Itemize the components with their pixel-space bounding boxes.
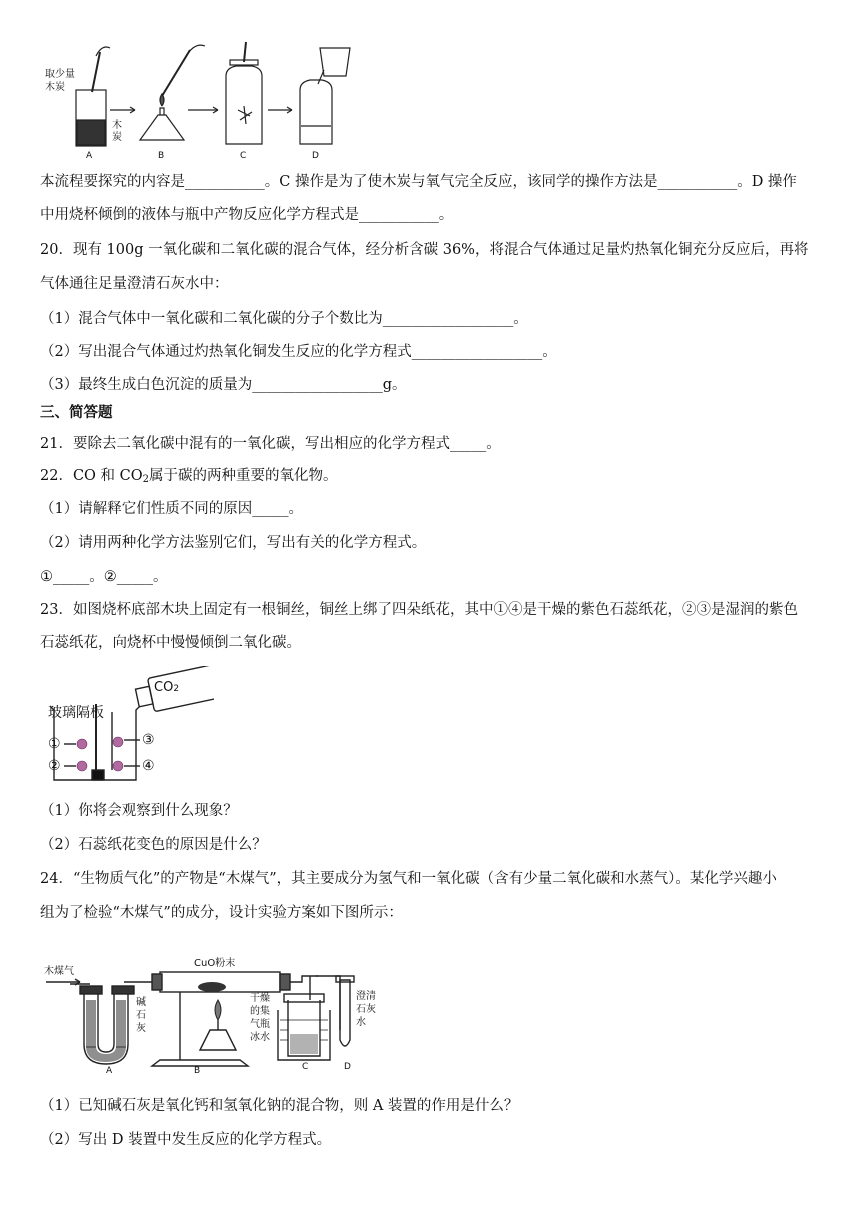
q21: 21．要除去二氧化碳中混有的一氧化碳，写出相应的化学方程式_____。 (40, 436, 501, 452)
q24-stem-2: 组为了检验“木煤气”的成分，设计实验方案如下图所示： (40, 905, 403, 921)
q24-sub-2: （2）写出 D 装置中发生反应的化学方程式。 (40, 1132, 332, 1148)
q19-line-1: 本流程要探究的内容是___________。C 操作是为了使木炭与氧气完全反应，该同学的操作方法是___________。D 操作 (40, 174, 797, 190)
fig19-label-b: B (158, 151, 165, 161)
q20-sub-2: （2）写出混合气体通过灼热氧化铜发生反应的化学方程式__________________。 (40, 344, 557, 360)
svg-text:木炭: 木炭 (45, 82, 65, 93)
q22-stem: 22．CO 和 $CO_2$属于碳的两种重要的氧化物。 (40, 468, 338, 485)
fig24-label-a: A (106, 1066, 113, 1076)
svg-text:炭: 炭 (112, 132, 122, 143)
mark-2: ② (48, 758, 61, 774)
q22-sub-1: （1）请解释它们性质不同的原因_____。 (40, 501, 303, 517)
section-3-title: 三、简答题 (40, 404, 113, 421)
co2-label: CO2 (154, 680, 180, 695)
q20-sub-3: （3）最终生成白色沉淀的质量为__________________g。 (40, 377, 407, 393)
mark-1: ① (48, 736, 61, 752)
gas-label: 木煤气 (44, 966, 74, 977)
fig24-label-d: D (344, 1062, 351, 1072)
q22-sub-3: ①_____。②_____。 (40, 569, 168, 585)
q23-figure (44, 666, 214, 786)
limewater-label: 澄清 石灰 水 (356, 991, 376, 1028)
glass-divider-label: 玻璃隔板 (48, 705, 104, 721)
q24-stem-1: 24．“生物质气化”的产物是“木煤气”，其主要成分为氢气和一氧化碳（含有少量二氧化碳和水蒸气）。某化学兴趣小 (40, 871, 777, 887)
q20-stem-1: 20．现有 100g 一氧化碳和二氧化碳的混合气体，经分析含碳 36%，将混合气体通过足量灼热氧化铜充分反应后，再将 (40, 242, 809, 258)
q19-figure (40, 40, 380, 162)
fig24-label-b: B (194, 1066, 201, 1076)
fig19-label-d: D (312, 151, 319, 161)
fig19-label-c: C (240, 151, 247, 161)
fig19-label-a: A (86, 151, 93, 161)
q23-sub-2: （2）石蕊纸花变色的原因是什么？ (40, 837, 267, 853)
q22-sub-2: （2）请用两种化学方法鉴别它们，写出有关的化学方程式。 (40, 535, 427, 551)
svg-text:取少量: 取少量 (45, 69, 75, 80)
q20-sub-1: （1）混合气体中一氧化碳和二氧化碳的分子个数比为__________________。 (40, 311, 528, 327)
mark-4: ④ (142, 758, 155, 774)
q24-sub-1: （1）已知碱石灰是氧化钙和氢氧化钠的混合物，则 A 装置的作用是什么？ (40, 1098, 519, 1114)
svg-text:木: 木 (112, 120, 122, 131)
q23-stem-2: 石蕊纸花，向烧杯中慢慢倾倒二氧化碳。 (40, 635, 301, 651)
mark-3: ③ (142, 732, 155, 748)
q24-figure (40, 950, 380, 1080)
q19-line-2: 中用烧杯倾倒的液体与瓶中产物反应化学方程式是___________。 (40, 207, 454, 223)
q20-stem-2: 气体通往足量澄清石灰水中： (40, 276, 229, 292)
dry-bottle-label: 干燥 的集 气瓶 冰水 (250, 993, 270, 1043)
q23-sub-1: （1）你将会观察到什么现象？ (40, 803, 238, 819)
cuo-label: CuO粉末 (194, 958, 236, 969)
fig24-label-c: C (302, 1062, 309, 1072)
q23-stem-1: 23．如图烧杯底部木块上固定有一根铜丝，铜丝上绑了四朵纸花，其中①④是干燥的紫色石蕊纸花，②③是湿润的紫色 (40, 602, 798, 618)
soda-lime-label: 碱 石 灰 (136, 997, 146, 1034)
